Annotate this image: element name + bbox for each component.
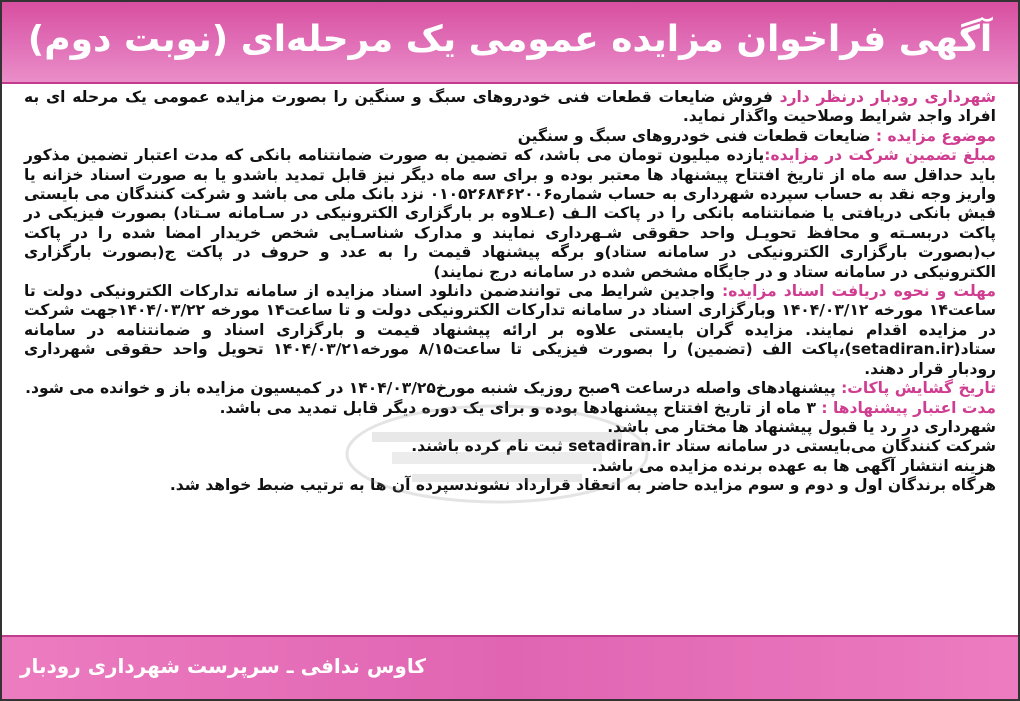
register-text-before: شرکت کنندگان می‌بایستی در سامانه ستاد xyxy=(670,437,996,456)
notice-footer xyxy=(2,635,1018,699)
deadline-text-after: )،پاکت الف (تضمین) را بصورت فیزیکی تا ساعت۸/۱۵ مورخه۱۴۰۴/۰۳/۲۱ تحویل واحد حقوقی شهرداری رودبار قرار دهند. xyxy=(24,340,996,378)
forfeit-note: هرگاه برندگان اول و دوم و سوم مزایده حاضر به انعقاد قرارداد نشوندسپرده آن ها به ترتیب ضبط خواهد شد. xyxy=(169,476,996,495)
opening-text: پیشنهادهای واصله درساعت ۹صبح روزیک شنبه مورخ۱۴۰۴/۰۳/۲۵ در کمیسیون مزایده باز و خوانده می شود. xyxy=(25,379,842,398)
notice-header xyxy=(2,2,1018,84)
rights-note: شهرداری در رد یا قبول پیشنهاد ها مختار می باشد. xyxy=(607,417,996,436)
deadline-text-before: واجدین شرایط می توانندضمن دانلود اسناد مزایده از سامانه تدارکات الکترونیکی دولت تا ساعت۱۴ مورخه ۱۴۰۴/۰۳/۱۲ وبارگزاری اسناد در سامانه تدارکات الکترونیکی دولت و تا ساعت۱۴ مورخه ۱۴۰۴/۰۳/۲۲جهت شرکت در مزایده اقدام نمایند. مزایده گران بایستی علاوه بر ارائه پیشنهاد قیمت و بارگزاری اسناد و ضمانتنامه در سامانه ستاد( xyxy=(24,282,996,359)
validity-paragraph xyxy=(24,399,996,418)
intro-label: شهرداری رودبار درنظر دارد xyxy=(779,88,996,106)
intro-paragraph xyxy=(24,88,996,127)
notice-body xyxy=(24,88,996,496)
register-text-after: ثبت نام کرده باشند. xyxy=(411,437,569,456)
validity-label: مدت اعتبار پیشنهادها : xyxy=(821,398,996,417)
signature: کاوس ندافی ـ سرپرست شهرداری رودبار xyxy=(20,654,426,678)
subject-label: موضوع مزایده : xyxy=(875,126,996,145)
validity-text: ۳ ماه از تاریخ افتتاح پیشنهادها بوده و برای یک دوره دیگر قابل تمدید می باشد. xyxy=(219,398,822,417)
register-site-link[interactable]: setadiran.ir xyxy=(568,437,671,456)
notice-title: آگهی فراخوان مزایده عمومی یک مرحله‌ای (نوبت دوم) xyxy=(27,19,993,60)
guarantee-label: مبلغ تضمین شرکت در مزایده: xyxy=(764,146,996,165)
deadline-site-link[interactable]: setadiran.ir xyxy=(851,340,954,359)
guarantee-paragraph xyxy=(24,146,996,282)
subject-paragraph xyxy=(24,127,996,146)
cost-note: هزینه انتشار آگهی ها به عهده برنده مزایده می باشد. xyxy=(591,456,996,475)
intro-text: فروش ضایعات قطعات فنی خودروهای سبگ و سنگین را بصورت مزایده عمومی یک مرحله ای به افراد واجد شرایط وصلاحیت واگذار نماید. xyxy=(24,88,996,126)
deadline-paragraph xyxy=(24,282,996,379)
deadline-label: مهلت و نحوه دریافت اسناد مزایده: xyxy=(722,282,996,301)
opening-paragraph xyxy=(24,379,996,398)
subject-text: ضایعات قطعات فنی خودروهای سبگ و سنگین xyxy=(517,126,876,145)
guarantee-text: یازده میلیون تومان می باشد، که تضمین به صورت ضمانتنامه بانکی که مدت اعتبار تضمین مذکور باید حداقل سه ماه از تاریخ افتتاح پیشنهاد ها معتبر بوده و برای سه ماه دیگر نیز قابل تمدید باشدو یا به صورت اسناد خزانه یا واریز وجه نقد به حساب سپرده شهرداری به حساب شماره۰۱۰۵۲۶۸۴۶۲۰۰۶ نزد بانک ملی می باشد و شرکت کنندگان می بایستی فیش بانکی دریافتی یا ضمانتنامه بانکی را در پاکت الـف (عـلاوه بر بارگزاری الکترونیکی در سـامانه سـتاد) بصورت فیزیکی در پاکت دربسـته و محافظ تحویـل واحد حقوقی شـهرداری نمایند و مدارک شناسـایی شخص خریدار امضا شده را در پاکت ب(بصورت بارگزاری الکترونیکی در سامانه ستاد)و برگه پیشنهاد قیمت را به عدد و حروف در پاکت ج(بصورت بارگزاری الکترونیکی در سامانه ستاد و در جایگاه مشخص شده در سامانه درج نمایند) xyxy=(24,146,996,281)
register-note xyxy=(24,437,996,456)
opening-label: تاریخ گشایش پاکات: xyxy=(841,379,996,398)
